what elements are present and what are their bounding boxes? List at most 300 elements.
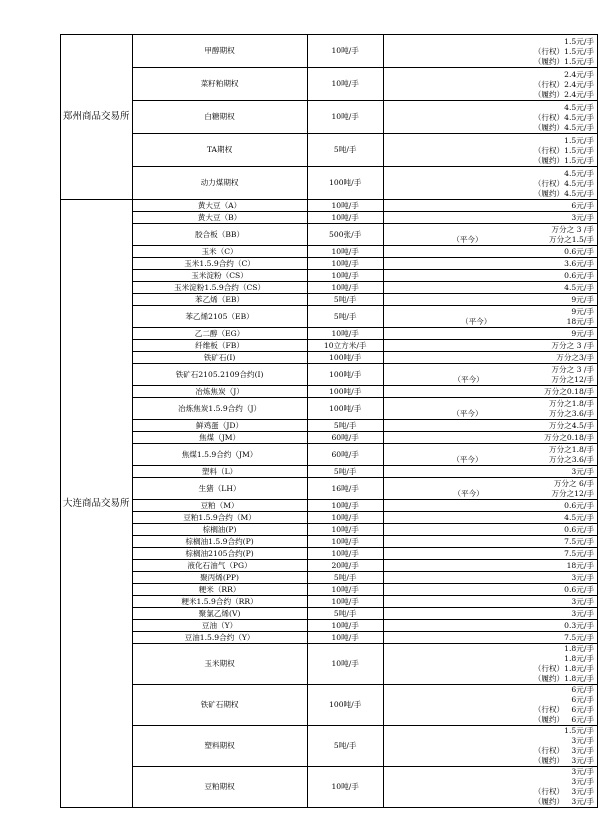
table-row xyxy=(61,328,598,340)
fee-label: （平今） xyxy=(460,317,492,326)
product-name: 粳米（RR） xyxy=(132,584,307,596)
fee-line xyxy=(386,213,595,223)
fee-value: 3元/手 xyxy=(571,767,594,776)
fee-value: 6元/手 xyxy=(571,201,594,210)
fee-line xyxy=(386,103,595,113)
trading-unit: 100吨/手 xyxy=(307,352,383,364)
trading-unit: 10吨/手 xyxy=(307,524,383,536)
fee-cell xyxy=(383,306,597,328)
fee-value: 2.4元/手 xyxy=(564,90,594,99)
fee-label: （行权） xyxy=(533,179,565,188)
table-row xyxy=(61,294,598,306)
fee-cell xyxy=(383,246,597,258)
fee-line xyxy=(386,746,595,756)
fee-line xyxy=(386,189,595,199)
fee-value: 3元/手 xyxy=(571,777,594,786)
trading-unit: 10吨/手 xyxy=(307,282,383,294)
product-name: 棕榈油1.5.9合约(P) xyxy=(132,536,307,548)
trading-unit: 10立方米/手 xyxy=(307,340,383,352)
fee-cell xyxy=(383,608,597,620)
product-name: 棕榈油2105合约(P) xyxy=(132,548,307,560)
fee-value: 0.3元/手 xyxy=(564,621,594,630)
fee-value: 万分之3/手 xyxy=(556,353,594,362)
table-row xyxy=(61,167,598,200)
fee-value: 1.5元/手 xyxy=(564,37,594,46)
fee-cell xyxy=(383,466,597,478)
fee-line xyxy=(386,387,595,397)
fee-cell xyxy=(383,364,597,386)
table-row xyxy=(61,685,598,726)
trading-unit: 5吨/手 xyxy=(307,134,383,167)
fee-value: 0.6元/手 xyxy=(564,585,594,594)
fee-cell xyxy=(383,294,597,306)
fee-value: 2.4元/手 xyxy=(564,70,594,79)
trading-unit: 10吨/手 xyxy=(307,68,383,101)
table-row xyxy=(61,572,598,584)
product-name: 黄大豆（A） xyxy=(132,200,307,212)
fee-cell xyxy=(383,478,597,500)
fee-value: 4.5元/手 xyxy=(564,513,594,522)
trading-unit: 10吨/手 xyxy=(307,644,383,685)
fee-value: 4.5元/手 xyxy=(564,189,594,198)
fee-line xyxy=(386,501,595,511)
fee-line xyxy=(386,685,595,695)
product-name: 液化石油气（PG） xyxy=(132,560,307,572)
fee-value: 3元/手 xyxy=(571,609,594,618)
fee-line xyxy=(386,715,595,725)
fee-line xyxy=(386,777,595,787)
fee-table xyxy=(60,34,598,808)
trading-unit: 10吨/手 xyxy=(307,548,383,560)
fee-value: 6元/手 xyxy=(571,705,594,714)
table-row xyxy=(61,420,598,432)
trading-unit: 5吨/手 xyxy=(307,726,383,767)
product-name: 玉米淀粉（CS） xyxy=(132,270,307,282)
fee-line xyxy=(386,609,595,619)
product-name: 玉米（C） xyxy=(132,246,307,258)
fee-line xyxy=(386,80,595,90)
trading-unit: 10吨/手 xyxy=(307,328,383,340)
table-row xyxy=(61,101,598,134)
trading-unit: 5吨/手 xyxy=(307,294,383,306)
fee-value: 1.8元/手 xyxy=(564,654,594,663)
product-name: 冶炼焦炭（J） xyxy=(132,386,307,398)
fee-cell xyxy=(383,560,597,572)
exchange-name: 郑州商品交易所 xyxy=(61,35,133,200)
fee-line xyxy=(386,513,595,523)
table-row xyxy=(61,386,598,398)
table-row xyxy=(61,270,598,282)
fee-value: 18元/手 xyxy=(566,561,594,570)
trading-unit: 10吨/手 xyxy=(307,246,383,258)
product-name: 豆油（Y） xyxy=(132,620,307,632)
fee-cell xyxy=(383,644,597,685)
fee-cell xyxy=(383,398,597,420)
fee-cell xyxy=(383,726,597,767)
fee-value: 7.5元/手 xyxy=(564,537,594,546)
fee-value: 4.5元/手 xyxy=(564,179,594,188)
fee-label: （行权） xyxy=(533,113,565,122)
fee-cell xyxy=(383,352,597,364)
fee-value: 6元/手 xyxy=(571,685,594,694)
product-name: 聚丙烯(PP) xyxy=(132,572,307,584)
trading-unit: 60吨/手 xyxy=(307,444,383,466)
fee-value: 3元/手 xyxy=(571,597,594,606)
table-row xyxy=(61,726,598,767)
fee-cell xyxy=(383,270,597,282)
fee-line xyxy=(386,561,595,571)
fee-value: 万分之1.8/手 xyxy=(548,445,594,454)
product-name: 白糖期权 xyxy=(132,101,307,134)
product-name: 铁矿石期权 xyxy=(132,685,307,726)
fee-label: （平今） xyxy=(453,489,484,498)
fee-line xyxy=(386,573,595,583)
table-row xyxy=(61,134,598,167)
fee-label: （平今） xyxy=(452,235,483,244)
fee-line xyxy=(386,123,595,133)
fee-cell xyxy=(383,536,597,548)
fee-cell xyxy=(383,584,597,596)
fee-label: （履约） xyxy=(533,756,565,765)
fee-label: （履约） xyxy=(533,189,565,198)
fee-line xyxy=(386,259,595,269)
fee-line xyxy=(386,169,595,179)
fee-cell xyxy=(383,167,597,200)
table-row xyxy=(61,500,598,512)
product-name: 冶炼焦炭1.5.9合约（J） xyxy=(132,398,307,420)
trading-unit: 10吨/手 xyxy=(307,200,383,212)
fee-line xyxy=(386,644,595,654)
fee-value: 4.5元/手 xyxy=(564,169,594,178)
fee-line xyxy=(386,295,595,305)
fee-line xyxy=(386,409,595,419)
product-name: 聚氯乙烯(V) xyxy=(132,608,307,620)
fee-line xyxy=(386,433,595,443)
trading-unit: 100吨/手 xyxy=(307,167,383,200)
fee-cell xyxy=(383,101,597,134)
table-row xyxy=(61,200,598,212)
fee-cell xyxy=(383,328,597,340)
fee-label: （行权） xyxy=(533,146,565,155)
fee-cell xyxy=(383,258,597,270)
fee-value: 万分之3.6/手 xyxy=(548,409,594,418)
fee-label: （行权） xyxy=(533,787,565,796)
trading-unit: 10吨/手 xyxy=(307,620,383,632)
fee-label: （行权） xyxy=(533,47,565,56)
table-row xyxy=(61,68,598,101)
fee-value: 万分之 3 /手 xyxy=(551,341,594,350)
fee-value: 3元/手 xyxy=(571,213,594,222)
fee-cell xyxy=(383,386,597,398)
fee-cell xyxy=(383,685,597,726)
fee-line xyxy=(386,585,595,595)
fee-value: 1.5元/手 xyxy=(564,136,594,145)
fee-value: 0.6元/手 xyxy=(564,247,594,256)
product-name: 玉米1.5.9合约（C） xyxy=(132,258,307,270)
table-row xyxy=(61,224,598,246)
product-name: 铁矿石(I) xyxy=(132,352,307,364)
fee-value: 万分之0.18/手 xyxy=(544,387,594,396)
fee-table-body xyxy=(61,35,598,808)
fee-cell xyxy=(383,200,597,212)
table-row xyxy=(61,432,598,444)
fee-line xyxy=(386,664,595,674)
fee-line xyxy=(386,247,595,257)
fee-line xyxy=(386,399,595,409)
fee-cell xyxy=(383,212,597,224)
fee-line xyxy=(386,455,595,465)
fee-line xyxy=(386,654,595,664)
fee-line xyxy=(386,421,595,431)
fee-cell xyxy=(383,340,597,352)
fee-value: 3元/手 xyxy=(571,573,594,582)
table-row xyxy=(61,466,598,478)
trading-unit: 100吨/手 xyxy=(307,685,383,726)
product-name: 豆粕（M） xyxy=(132,500,307,512)
trading-unit: 5吨/手 xyxy=(307,608,383,620)
trading-unit: 500张/手 xyxy=(307,224,383,246)
table-row xyxy=(61,352,598,364)
fee-cell xyxy=(383,282,597,294)
product-name: 粳米1.5.9合约（RR） xyxy=(132,596,307,608)
table-row xyxy=(61,596,598,608)
fee-value: 1.5元/手 xyxy=(564,47,594,56)
table-row xyxy=(61,584,598,596)
exchange-name: 大连商品交易所 xyxy=(61,200,133,808)
trading-unit: 10吨/手 xyxy=(307,500,383,512)
product-name: 塑料期权 xyxy=(132,726,307,767)
fee-label: （平今） xyxy=(452,455,483,464)
fee-cell xyxy=(383,524,597,536)
fee-line xyxy=(386,489,595,499)
trading-unit: 10吨/手 xyxy=(307,536,383,548)
product-name: 焦煤1.5.9合约（JM） xyxy=(132,444,307,466)
table-row xyxy=(61,536,598,548)
fee-value: 1.5元/手 xyxy=(564,146,594,155)
trading-unit: 10吨/手 xyxy=(307,212,383,224)
fee-cell xyxy=(383,420,597,432)
product-name: 胶合板（BB） xyxy=(132,224,307,246)
fee-value: 4.5元/手 xyxy=(564,113,594,122)
trading-unit: 5吨/手 xyxy=(307,572,383,584)
table-row xyxy=(61,212,598,224)
fee-cell xyxy=(383,500,597,512)
product-name: 塑料（L） xyxy=(132,466,307,478)
table-row xyxy=(61,512,598,524)
fee-line xyxy=(386,90,595,100)
fee-line xyxy=(386,726,595,736)
table-row xyxy=(61,282,598,294)
fee-cell xyxy=(383,572,597,584)
fee-label: （行权） xyxy=(533,746,565,755)
trading-unit: 100吨/手 xyxy=(307,386,383,398)
fee-value: 4.5元/手 xyxy=(564,283,594,292)
fee-line xyxy=(386,549,595,559)
table-row xyxy=(61,478,598,500)
table-row xyxy=(61,340,598,352)
fee-cell xyxy=(383,620,597,632)
fee-line xyxy=(386,705,595,715)
fee-value: 7.5元/手 xyxy=(564,633,594,642)
table-row xyxy=(61,644,598,685)
fee-cell xyxy=(383,134,597,167)
product-name: 甲醇期权 xyxy=(132,35,307,68)
trading-unit: 10吨/手 xyxy=(307,632,383,644)
trading-unit: 10吨/手 xyxy=(307,512,383,524)
fee-value: 1.5元/手 xyxy=(564,156,594,165)
fee-line xyxy=(386,307,595,317)
table-row xyxy=(61,524,598,536)
fee-value: 2.4元/手 xyxy=(564,80,594,89)
fee-value: 3元/手 xyxy=(571,756,594,765)
fee-line xyxy=(386,317,595,327)
product-name: 玉米期权 xyxy=(132,644,307,685)
fee-line xyxy=(386,767,595,777)
fee-line xyxy=(386,467,595,477)
fee-label: （履约） xyxy=(533,123,565,132)
fee-line xyxy=(386,674,595,684)
trading-unit: 5吨/手 xyxy=(307,466,383,478)
fee-value: 3.6元/手 xyxy=(564,259,594,268)
fee-value: 万分之1.8/手 xyxy=(548,399,594,408)
trading-unit: 16吨/手 xyxy=(307,478,383,500)
fee-line xyxy=(386,179,595,189)
fee-value: 万分之 6/手 xyxy=(553,479,594,488)
fee-value: 万分之12/手 xyxy=(551,375,594,384)
fee-line xyxy=(386,37,595,47)
product-name: 苯乙烯（EB） xyxy=(132,294,307,306)
table-row xyxy=(61,444,598,466)
trading-unit: 10吨/手 xyxy=(307,101,383,134)
trading-unit: 100吨/手 xyxy=(307,398,383,420)
trading-unit: 10吨/手 xyxy=(307,258,383,270)
product-name: 焦煤（JM） xyxy=(132,432,307,444)
fee-value: 9元/手 xyxy=(571,295,594,304)
fee-label: （履约） xyxy=(533,674,565,683)
table-row xyxy=(61,398,598,420)
fee-label: （履约） xyxy=(533,57,565,66)
fee-line xyxy=(386,225,595,235)
fee-line xyxy=(386,283,595,293)
trading-unit: 10吨/手 xyxy=(307,767,383,808)
fee-cell xyxy=(383,432,597,444)
fee-line xyxy=(386,525,595,535)
fee-value: 6元/手 xyxy=(571,695,594,704)
fee-value: 9元/手 xyxy=(571,307,594,316)
product-name: 纤维板（FB） xyxy=(132,340,307,352)
product-name: 苯乙烯2105（EB） xyxy=(132,306,307,328)
fee-line xyxy=(386,621,595,631)
product-name: 棕榈油(P) xyxy=(132,524,307,536)
fee-line xyxy=(386,736,595,746)
fee-line xyxy=(386,695,595,705)
fee-line xyxy=(386,787,595,797)
fee-line xyxy=(386,365,595,375)
fee-cell xyxy=(383,444,597,466)
product-name: TA期权 xyxy=(132,134,307,167)
fee-line xyxy=(386,445,595,455)
fee-line xyxy=(386,70,595,80)
table-row xyxy=(61,258,598,270)
table-row xyxy=(61,767,598,808)
fee-line xyxy=(386,156,595,166)
fee-value: 6元/手 xyxy=(571,715,594,724)
table-row xyxy=(61,246,598,258)
fee-line xyxy=(386,375,595,385)
fee-label: （履约） xyxy=(533,797,565,806)
fee-line xyxy=(386,57,595,67)
fee-cell xyxy=(383,767,597,808)
fee-value: 3元/手 xyxy=(571,797,594,806)
fee-line xyxy=(386,113,595,123)
table-row xyxy=(61,620,598,632)
fee-value: 1.5元/手 xyxy=(564,726,594,735)
fee-line xyxy=(386,633,595,643)
table-row xyxy=(61,306,598,328)
fee-value: 万分之 3 /手 xyxy=(551,225,594,234)
trading-unit: 20吨/手 xyxy=(307,560,383,572)
fee-value: 万分之 3 /手 xyxy=(551,365,594,374)
fee-line xyxy=(386,597,595,607)
fee-cell xyxy=(383,512,597,524)
fee-line xyxy=(386,271,595,281)
fee-value: 0.6元/手 xyxy=(564,501,594,510)
fee-value: 9元/手 xyxy=(571,329,594,338)
product-name: 豆油1.5.9合约（Y） xyxy=(132,632,307,644)
fee-label: （平今） xyxy=(452,409,483,418)
fee-value: 0.6元/手 xyxy=(564,525,594,534)
fee-value: 4.5元/手 xyxy=(564,123,594,132)
fee-cell xyxy=(383,35,597,68)
fee-value: 1.8元/手 xyxy=(564,644,594,653)
trading-unit: 10吨/手 xyxy=(307,596,383,608)
fee-value: 万分之4.5/手 xyxy=(548,421,594,430)
fee-line xyxy=(386,201,595,211)
fee-line xyxy=(386,797,595,807)
fee-line xyxy=(386,146,595,156)
fee-label: （履约） xyxy=(533,156,565,165)
fee-value: 3元/手 xyxy=(571,787,594,796)
fee-value: 1.8元/手 xyxy=(564,664,594,673)
fee-cell xyxy=(383,596,597,608)
product-name: 玉米淀粉1.5.9合约（CS） xyxy=(132,282,307,294)
fee-line xyxy=(386,537,595,547)
table-row xyxy=(61,548,598,560)
product-name: 豆粕1.5.9合约（M） xyxy=(132,512,307,524)
trading-unit: 10吨/手 xyxy=(307,270,383,282)
fee-line xyxy=(386,329,595,339)
fee-value: 1.8元/手 xyxy=(564,674,594,683)
trading-unit: 60吨/手 xyxy=(307,432,383,444)
product-name: 铁矿石2105.2109合约(I) xyxy=(132,364,307,386)
fee-label: （行权） xyxy=(533,664,565,673)
fee-line xyxy=(386,353,595,363)
product-name: 乙二醇（EG） xyxy=(132,328,307,340)
fee-value: 4.5元/手 xyxy=(564,103,594,112)
trading-unit: 10吨/手 xyxy=(307,35,383,68)
fee-label: （平今） xyxy=(453,375,484,384)
fee-value: 1.5元/手 xyxy=(564,57,594,66)
fee-value: 3元/手 xyxy=(571,736,594,745)
fee-label: （履约） xyxy=(533,90,565,99)
fee-line xyxy=(386,136,595,146)
trading-unit: 5吨/手 xyxy=(307,420,383,432)
fee-value: 3元/手 xyxy=(571,467,594,476)
fee-line xyxy=(386,341,595,351)
fee-line xyxy=(386,479,595,489)
table-row xyxy=(61,632,598,644)
table-row xyxy=(61,35,598,68)
